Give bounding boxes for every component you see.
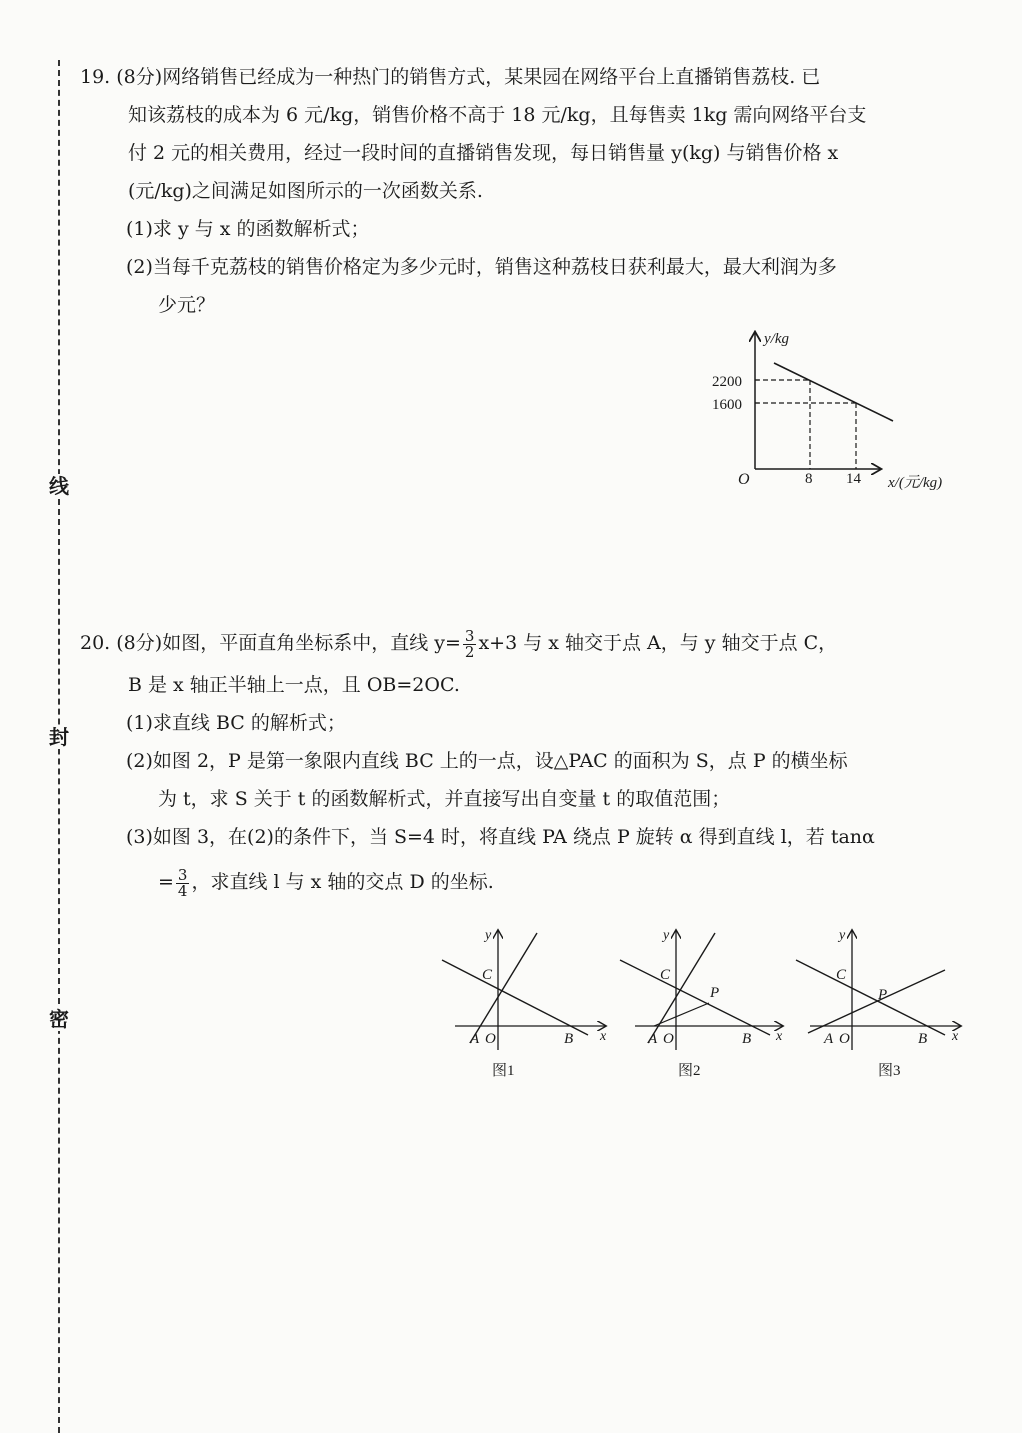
q20-frac2-num: 3: [177, 865, 188, 884]
q19-number: 19.: [80, 66, 111, 88]
fig3-caption: 图3: [878, 1063, 901, 1079]
q19-tick-label-1600: 1600: [712, 397, 742, 413]
q20-part3-text: ，求直线 l 与 x 轴的交点 D 的坐标.: [191, 871, 494, 893]
q20-part3-eq: =: [158, 871, 174, 893]
q20-text-1a: 如图，平面直角坐标系中，直线 y=: [162, 632, 461, 654]
binding-char-line: 线: [49, 474, 69, 498]
fig2-caption: 图2: [678, 1063, 701, 1079]
q19-graph: [700, 325, 970, 495]
q20-score: (8分): [116, 632, 163, 654]
fig3-label-p: P: [878, 987, 888, 1003]
fig2-segment-pa: [654, 1003, 709, 1026]
fig3-label-a: A: [824, 1031, 834, 1047]
fig1-line-bc: [442, 960, 588, 1035]
q19-tick-label-14: 14: [846, 471, 861, 487]
fig3-label-c: C: [836, 967, 847, 983]
q20-part-2-a: (2)如图 2，P 是第一象限内直线 BC 上的一点，设△PAC 的面积为 S，点 P 的横坐标: [126, 750, 848, 772]
fig2-label-y: y: [663, 928, 670, 943]
figure-3: [796, 928, 960, 1079]
fig1-label-c: C: [482, 967, 493, 983]
binding-char-secret: 密: [49, 1007, 69, 1031]
fig3-label-x: x: [952, 1029, 959, 1044]
q20-fraction-3-2: [463, 626, 477, 661]
binding-char-seal: 封: [49, 725, 69, 749]
fig1-label-o: O: [485, 1031, 496, 1047]
q19-x-label: x/(元/kg): [888, 475, 943, 491]
q19-line-4: (元/kg)之间满足如图所示的一次函数关系.: [128, 180, 483, 202]
q19-part-2-b: 少元？: [158, 294, 216, 316]
fig2-label-a: A: [648, 1031, 658, 1047]
q20-frac1-den: 2: [464, 642, 475, 661]
fig2-line-bc: [620, 960, 770, 1035]
fig1-caption: 图1: [492, 1063, 515, 1079]
fig2-label-x: x: [776, 1029, 783, 1044]
q19-score: (8分): [116, 66, 163, 88]
q19-tick-label-2200: 2200: [712, 374, 742, 390]
q20-part-3-a: (3)如图 3，在(2)的条件下，当 S=4 时，将直线 PA 绕点 P 旋转 α 得到直线 l，若 tanα: [126, 826, 875, 848]
fig3-line-pa: [808, 970, 945, 1033]
fig2-label-c: C: [660, 967, 671, 983]
q20-part-2-b: 为 t，求 S 关于 t 的函数解析式，并直接写出自变量 t 的取值范围；: [158, 788, 731, 810]
fig1-label-b: B: [564, 1031, 574, 1047]
q20-part-3-b: [80, 856, 970, 908]
q19-part-2-a: (2)当每千克荔枝的销售价格定为多少元时，销售这种荔枝日获利最大，最大利润为多: [126, 256, 837, 278]
q20-line-2: B 是 x 轴正半轴上一点，且 OB=2OC.: [128, 674, 460, 696]
q19-tick-label-8: 8: [805, 471, 813, 487]
q20-part-1: (1)求直线 BC 的解析式；: [126, 712, 346, 734]
q20-line-1: [80, 620, 970, 666]
q19-function-line: [774, 363, 893, 421]
q19-y-label: y/kg: [764, 331, 789, 347]
question-19: [80, 58, 970, 324]
figure-1: [442, 928, 607, 1079]
q20-text-1b: x+3 与 x 轴交于点 A，与 y 轴交于点 C，: [478, 632, 838, 654]
fig2-label-b: B: [742, 1031, 752, 1047]
q19-part-1: (1)求 y 与 x 的函数解析式；: [126, 218, 370, 240]
fig2-label-o: O: [663, 1031, 674, 1047]
q20-fraction-3-4: [176, 865, 190, 900]
q19-text-1: 网络销售已经成为一种热门的销售方式，某果园在网络平台上直播销售荔枝. 已: [162, 66, 821, 88]
q19-line-2: 知该荔枝的成本为 6 元/kg，销售价格不高于 18 元/kg，且每售卖 1kg 需向网络平台支: [128, 104, 867, 126]
q19-origin-label: O: [738, 471, 750, 488]
fig3-label-b: B: [918, 1031, 928, 1047]
fig1-label-a: A: [470, 1031, 480, 1047]
fig1-label-x: x: [600, 1029, 607, 1044]
q20-figures: [430, 925, 975, 1085]
figure-2: [620, 928, 783, 1079]
fig3-label-y: y: [839, 928, 846, 943]
q20-frac2-den: 4: [177, 881, 188, 900]
q20-number: 20.: [80, 632, 111, 654]
question-20: [80, 620, 970, 908]
q20-frac1-num: 3: [464, 626, 475, 645]
fig1-label-y: y: [485, 928, 492, 943]
fig3-label-o: O: [839, 1031, 850, 1047]
fig2-label-p: P: [710, 985, 720, 1001]
q19-line-3: 付 2 元的相关费用，经过一段时间的直播销售发现，每日销售量 y(kg) 与销售价格 x: [128, 142, 839, 164]
q19-line-1: [80, 58, 970, 96]
fig3-line-bc: [796, 960, 945, 1035]
